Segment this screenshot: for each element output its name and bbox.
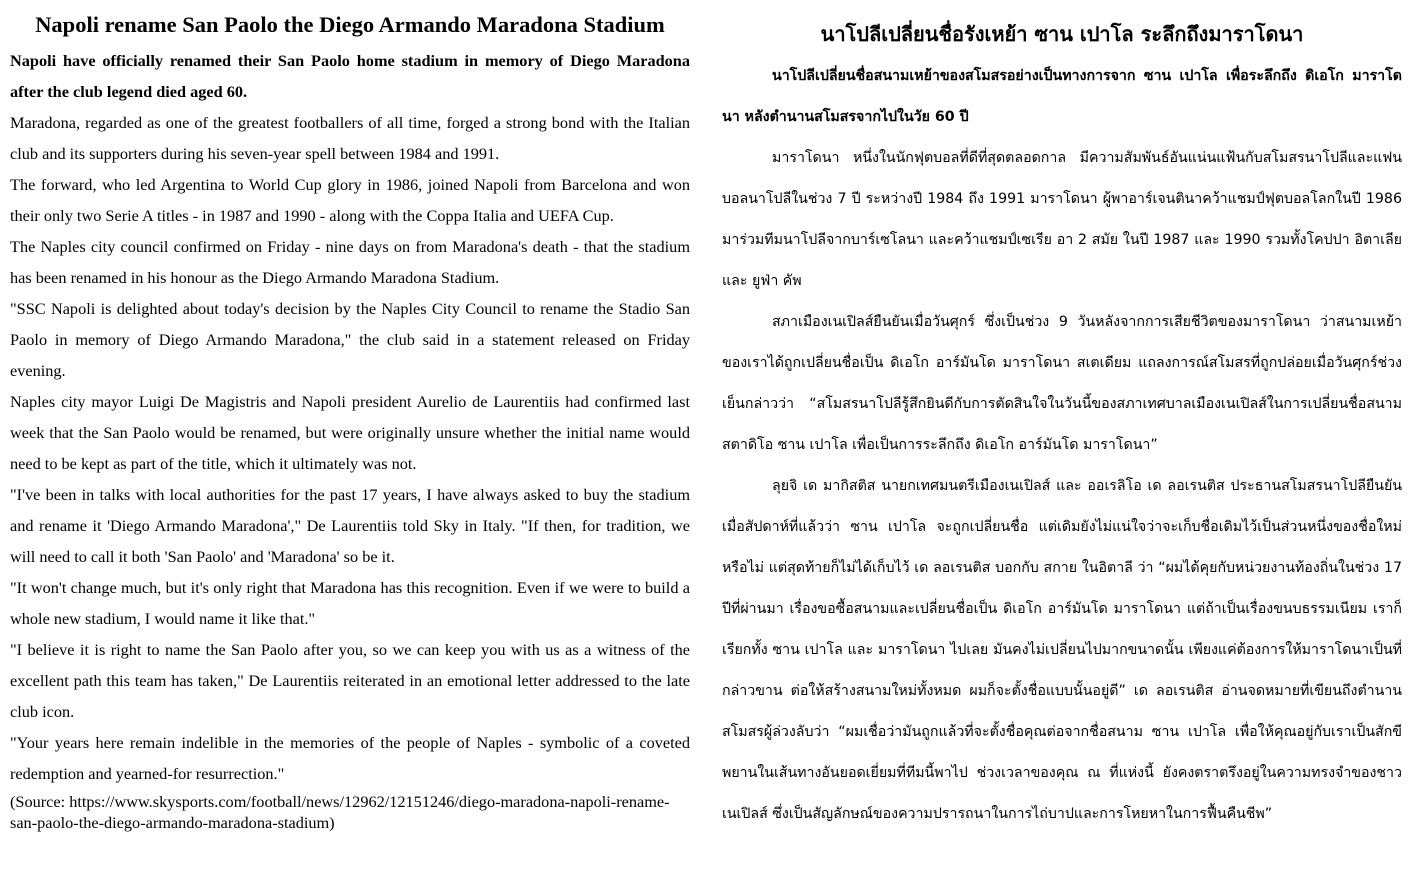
english-source-citation: (Source: https://www.skysports.com/football/news/12962/12151246/diego-maradona-napoli-rename-san-paolo-the-diego-armando-maradona-stadium) <box>10 792 670 832</box>
english-paragraph-9: "Your years here remain indelible in the memories of the people of Naples - symbolic of a coveted redemption and yearned-for resurrection." <box>10 733 690 783</box>
thai-paragraph-2: สภาเมืองเนเปิลส์ยืนยันเมื่อวันศุกร์ ซึ่งเป็นช่วง 9 วันหลังจากการเสียชีวิตของมาราโดนา ว่าสนามเหย้าของเราได้ถูกเปลี่ยนชื่อเป็น ดิเอโก อาร์มันโด มาราโดนา สเตเดียม แถลงการณ์สโมสรที่ถูกปล่อยเมื่อวันศุกร์ช่วงเย็นกล่าวว่า “สโมสรนาโปลีรู้สึกยินดีกับการตัดสินใจในวันนี้ของสภาเทศบาลเมืองเนเปิลส์ในการเปลี่ยนชื่อสนาม สตาดิโอ ซาน เปาโล เพื่อเป็นการระลึกถึง ดิเอโก อาร์มันโด มาราโดนา” <box>722 314 1402 453</box>
english-title: Napoli rename San Paolo the Diego Armando Maradona Stadium <box>35 12 665 37</box>
english-paragraph-8: "I believe it is right to name the San Paolo after you, so we can keep you with us as a witness of the excellent path this team has taken," De Laurentiis reiterated in an emotional letter addressed to the late club icon. <box>10 640 690 721</box>
thai-paragraph-3: ลุยจิ เด มากิสติส นายกเทศมนตรีเมืองเนเปิลส์ และ ออเรลิโอ เด ลอเรนติส ประธานสโมสรนาโปลียืนยันเมื่อสัปดาห์ที่แล้วว่า ซาน เปาโล จะถูกเปลี่ยนชื่อ แต่เดิมยังไม่แน่ใจว่าจะเก็บชื่อเดิมไว้เป็นส่วนหนึ่งของชื่อใหม่หรือไม่ แต่สุดท้ายก็ไม่ได้เก็บไว้ เด ลอเรนติส บอกกับ สกาย ในอิตาลี ว่า “ผมได้คุยกับหน่วยงานท้องถิ่นในช่วง 17 ปีที่ผ่านมา เรื่องขอซื้อสนามและเปลี่ยนชื่อเป็น ดิเอโก อาร์มันโด มาราโดนา แต่ถ้าเป็นเรื่องขนบธรรมเนียม เราก็เรียกทั้ง ซาน เปาโล และ มาราโดนา ไปเลย มันคงไม่เปลี่ยนไปมากขนาดนั้น เพียงแค่ต้องการให้มาราโดนาเป็นที่กล่าวขาน ต่อให้สร้างสนามใหม่ทั้งหมด ผมก็จะตั้งชื่อแบบนั้นอยู่ดี” เด ลอเรนติส อ่านจดหมายที่เขียนถึงตำนานสโมสรผู้ล่วงลับว่า “ผมเชื่อว่ามันถูกแล้วที่จะตั้งชื่อคุณต่อจากชื่อสนาม ซาน เปาโล เพื่อให้คุณอยู่กับเราเป็นสักขีพยานในเส้นทางอันยอดเยี่ยมที่ทีมนี้พาไป ช่วงเวลาของคุณ ณ ที่แห่งนี้ ยังคงตราตรึงอยู่ในความทรงจำของชาวเนเปิลส์ ซึ่งเป็นสัญลักษณ์ของความปรารถนาในการไถ่บาปและการโหยหาในการฟื้นคืนชีพ” <box>722 478 1402 822</box>
thai-paragraph-1: มาราโดนา หนึ่งในนักฟุตบอลที่ดีที่สุดตลอดกาล มีความสัมพันธ์อันแน่นแฟ้นกับสโมสรนาโปลีและแฟนบอลนาโปลีในช่วง 7 ปี ระหว่างปี 1984 ถึง 1991 มาราโดนา ผู้พาอาร์เจนตินาคว้าแชมป์ฟุตบอลโลกในปี 1986 มาร่วมทีมนาโปลีจากบาร์เซโลนา และคว้าแชมป์เซเรีย อา 2 สมัย ในปี 1987 และ 1990 รวมทั้งโคปปา อิตาเลีย และ ยูฟ่า คัพ <box>722 150 1402 289</box>
english-paragraph-2: The forward, who led Argentina to World Cup glory in 1986, joined Napoli from Barcelona and won their only two Serie A titles - in 1987 and 1990 - along with the Coppa Italia and UEFA Cup. <box>10 175 690 225</box>
english-paragraph-4: "SSC Napoli is delighted about today's decision by the Naples City Council to rename the Stadio San Paolo in memory of Diego Armando Maradona," the club said in a statement released on Friday evening. <box>10 299 690 380</box>
english-paragraph-1: Maradona, regarded as one of the greatest footballers of all time, forged a strong bond with the Italian club and its supporters during his seven-year spell between 1984 and 1991. <box>10 113 690 163</box>
english-paragraph-5: Naples city mayor Luigi De Magistris and Napoli president Aurelio de Laurentiis had confirmed last week that the San Paolo would be renamed, but were originally unsure whether the initial name would need to be kept as part of the title, which it ultimately was not. <box>10 392 690 473</box>
english-article <box>10 0 690 833</box>
english-lead-paragraph: Napoli have officially renamed their San Paolo home stadium in memory of Diego Maradona after the club legend died aged 60. <box>10 51 690 101</box>
english-paragraph-7: "It won't change much, but it's only right that Maradona has this recognition. Even if we were to build a whole new stadium, I would name it like that." <box>10 578 690 628</box>
thai-article <box>722 0 1402 835</box>
thai-title: นาโปลีเปลี่ยนชื่อรังเหย้า ซาน เปาโล ระลึกถึงมาราโดนา <box>820 22 1304 46</box>
thai-lead-paragraph: นาโปลีเปลี่ยนชื่อสนามเหย้าของสโมสรอย่างเป็นทางการจาก ซาน เปาโล เพื่อระลึกถึง ดิเอโก มาราโดนา หลังตำนานสโมสรจากไปในวัย 60 ปี <box>722 68 1402 125</box>
english-paragraph-6: "I've been in talks with local authorities for the past 17 years, I have always asked to buy the stadium and rename it 'Diego Armando Maradona'," De Laurentiis told Sky in Italy. "If then, for tradition, we will need to call it both 'San Paolo' and 'Maradona' so be it. <box>10 485 690 566</box>
english-paragraph-3: The Naples city council confirmed on Friday - nine days on from Maradona's death - that the stadium has been renamed in his honour as the Diego Armando Maradona Stadium. <box>10 237 690 287</box>
